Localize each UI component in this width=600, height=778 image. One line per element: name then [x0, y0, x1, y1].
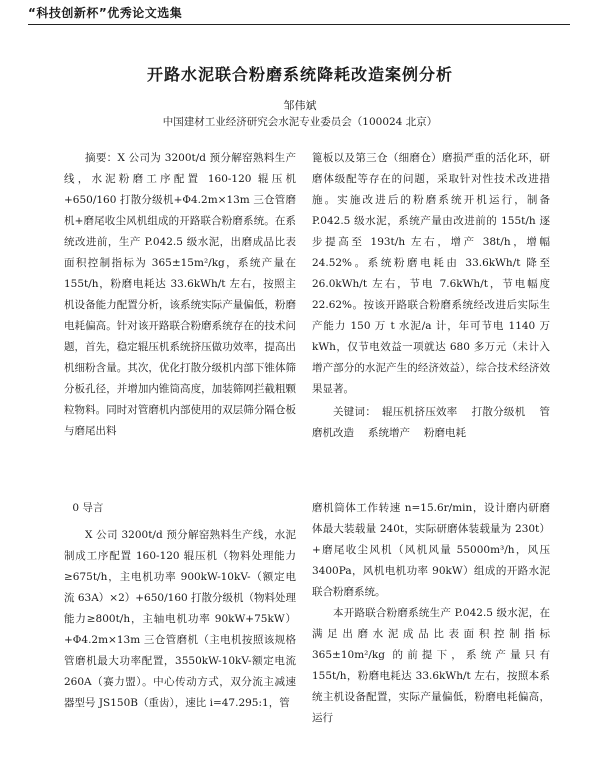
body-right-column [312, 498, 550, 729]
body-paragraph: 磨机筒体工作转速 n=15.6r/min，设计磨内研磨体最大装载量 240t，实际研磨体装载量为 230t）+磨尾收尘风机（风机风量 55000m³/h，风压 3400Pa，风机电机功率 90kW）组成的开路水泥联合粉磨系统。 [312, 502, 550, 598]
body-paragraph: 本开路联合粉磨系统生产 P.042.5 级水泥，在满足出磨水泥成品比表面积控制指标 365±10m²/kg 的前提下，系统产量只有 155t/h，粉磨电耗达 33.6kWh/t 左右，按照本系统主机设备配置，实际产量偏低，粉磨电耗偏高，运行 [312, 607, 550, 724]
keyword: 系统增产 [368, 427, 410, 439]
body-left-column [64, 498, 296, 714]
keyword: 管磨机改造 [312, 406, 550, 439]
abstract-paragraph: 摘要：X 公司为 3200t/d 预分解窑熟料生产线，水泥粉磨工序配置 160-120 辊压机+650/160 打散分级机+Φ4.2m×13m 三仓管磨机+磨尾收尘风机组成的开路联合粉磨系统。在系统改进前，生产 P.042.5 级水泥，出磨成品比表面积控制指标为 365±15m²/kg，系统产量在 155t/h，粉磨电耗达 33.6kWh/t 左右，按照主机设备能力配置分析，该系统实际产量偏低，粉磨电耗偏高。针对该开路联合粉磨系统存在的技术问题，首先，稳定辊压机系统挤压做功效率，提高出机细粉含量。其次，优化打散分级机内部下锥体筛分板孔径，并增加内锥筒高度，加装筛网拦截粗颗粒物料。同时对管磨机内部使用的双层筛分隔仓板与磨尾出料 [64, 152, 296, 437]
journal-series-header: “科技创新杯”优秀论文选集 [28, 6, 183, 20]
keywords-line [312, 402, 550, 444]
article-author: 邹伟斌 [283, 99, 317, 112]
keyword: 粉磨电耗 [424, 427, 466, 439]
section-heading: 0 导言 [72, 502, 104, 514]
keywords-label: 关键词： [333, 406, 377, 418]
article-title: 开路水泥联合粉磨系统降耗改造案例分析 [146, 65, 453, 84]
keyword: 辊压机挤压效率 [382, 406, 458, 418]
abstract-paragraph: 篦板以及第三仓（细磨仓）磨损严重的活化环，研磨体级配等存在的问题，采取针对性技术改进措施。实施改进后的粉磨系统开机运行，制备 P.042.5 级水泥，系统产量由改进前的 155t/h 逐步提高至 193t/h 左右，增产 38t/h，增幅 24.52%。系统粉磨电耗由 33.6kWh/t 降至 26.0kWh/t 左右，节电 7.6kWh/t，节电幅度 22.62%。按该开路联合粉磨系统经改进后实际生产能力 150 万 t 水泥/a 计，年可节电 1140 万 kWh，仅节电效益一项就达 680 多万元（未计入增产部分的水泥产生的经济效益），综合技术经济效果显著。 [312, 152, 550, 395]
abstract-left-column [64, 148, 296, 442]
keyword: 打散分级机 [471, 406, 526, 418]
body-paragraph: X 公司 3200t/d 预分解窑熟料生产线，水泥制成工序配置 160-120 辊压机（物料处理能力≥675t/h，主电机功率 900kW-10kV-（额定电流 63A）×2）+650/160 打散分级机（物料处理能力≥800t/h，主轴电机功率 90kW+75kW）+Φ4.2m×13m 三仓管磨机（主电机按照该规格管磨机最大功率配置，3550kW-10kV-额定电流 260A（赛力盟）。中心传动方式，双分流主减速器型号 JS150B（重齿），速比 i=47.295:1，管 [64, 529, 297, 709]
header-divider [28, 24, 570, 25]
abstract-right-column [312, 148, 550, 444]
author-affiliation: 中国建材工业经济研究会水泥专业委员会（100024 北京） [162, 116, 438, 128]
